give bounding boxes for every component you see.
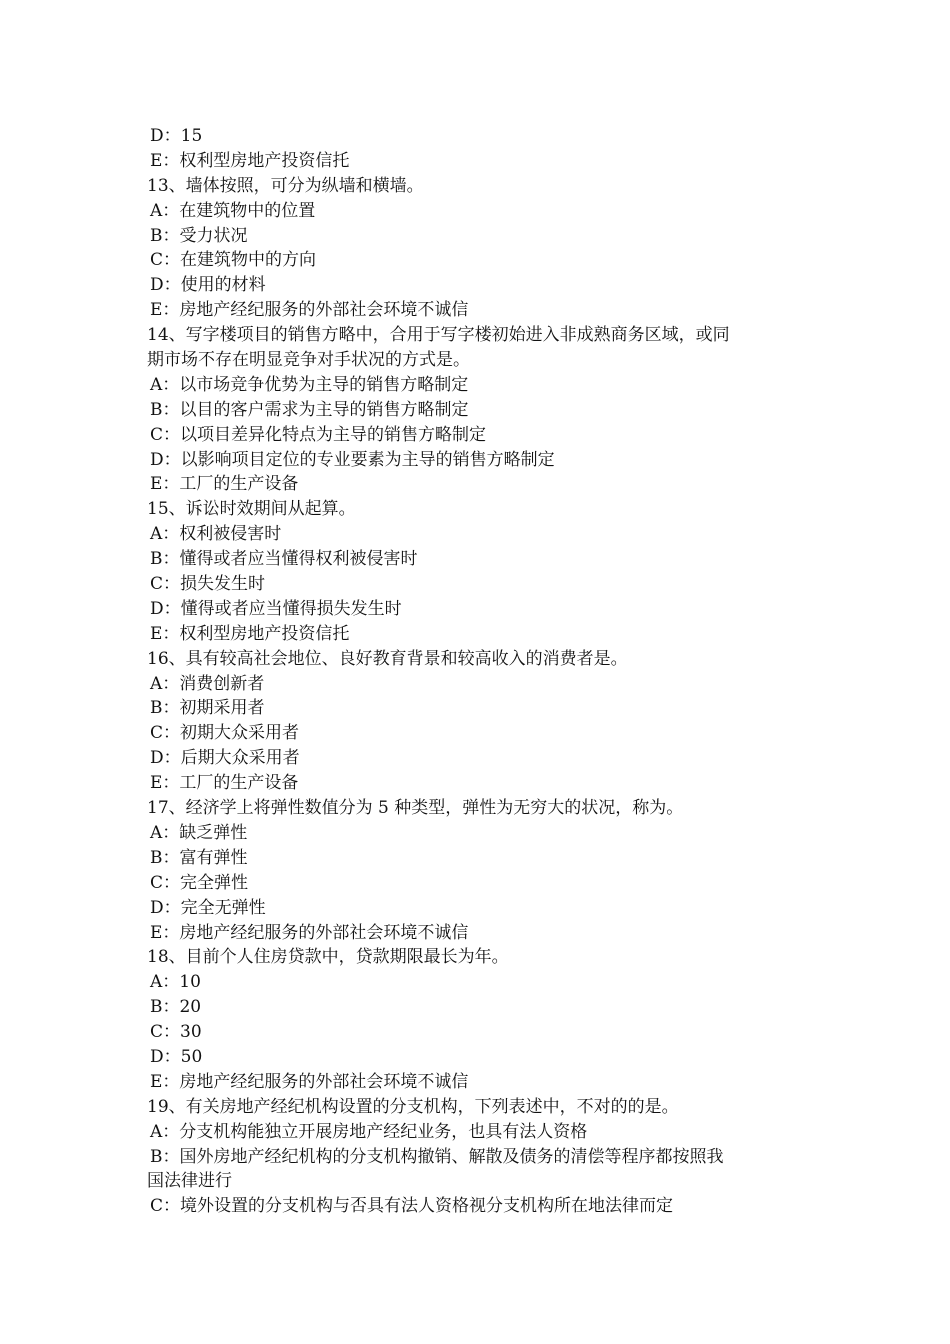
answer-option: B：受力状况 (150, 225, 248, 246)
answer-option: B：以目的客户需求为主导的销售方略制定 (150, 399, 469, 420)
answer-option: C：在建筑物中的方向 (150, 250, 317, 271)
answer-option: E：房地产经纪服务的外部社会环境不诚信 (150, 1071, 469, 1092)
answer-option: B：20 (150, 997, 202, 1018)
answer-option: A：以市场竞争优势为主导的销售方略制定 (150, 374, 469, 395)
answer-option: C：境外设置的分支机构与否具有法人资格视分支机构所在地法律而定 (150, 1196, 674, 1217)
question-text: 17、经济学上将弹性数值分为 5 种类型，弹性为无穷大的状况，称为。 (147, 798, 684, 819)
question-text: 19、有关房地产经纪机构设置的分支机构，下列表述中，不对的的是。 (147, 1096, 679, 1117)
answer-option: C：30 (150, 1022, 202, 1043)
question-text: 16、具有较高社会地位、良好教育背景和较高收入的消费者是。 (147, 648, 628, 669)
answer-option: A：10 (150, 972, 201, 993)
question-text: 14、写字楼项目的销售方略中，合用于写字楼初始进入非成熟商务区域，或同 (147, 325, 730, 346)
answer-option: A：权利被侵害时 (150, 524, 282, 545)
question-text: 15、诉讼时效期间从起算。 (147, 499, 356, 520)
answer-option: C：初期大众采用者 (150, 723, 300, 744)
answer-option: E：工厂的生产设备 (150, 474, 299, 495)
answer-option: A：在建筑物中的位置 (150, 200, 316, 221)
answer-option: D：15 (150, 126, 203, 146)
answer-option: B：国外房地产经纪机构的分支机构撤销、解散及债务的清偿等程序都按照我 (150, 1146, 724, 1167)
question-text: 国法律进行 (147, 1171, 232, 1192)
answer-option: D：后期大众采用者 (150, 748, 300, 769)
answer-option: E：权利型房地产投资信托 (150, 150, 350, 171)
answer-option: D：以影响项目定位的专业要素为主导的销售方略制定 (150, 449, 555, 470)
question-text: 18、目前个人住房贷款中，贷款期限最长为年。 (147, 947, 509, 968)
answer-option: B：初期采用者 (150, 698, 265, 719)
answer-option: D：懂得或者应当懂得损失发生时 (150, 598, 402, 619)
answer-option: B：懂得或者应当懂得权利被侵害时 (150, 549, 418, 570)
answer-option: E：权利型房地产投资信托 (150, 623, 350, 644)
answer-option: C：完全弹性 (150, 872, 249, 893)
answer-option: A：分支机构能独立开展房地产经纪业务，也具有法人资格 (150, 1121, 588, 1142)
answer-option: C：损失发生时 (150, 574, 266, 595)
answer-option: B：富有弹性 (150, 847, 248, 868)
answer-option: A：消费创新者 (150, 673, 265, 694)
answer-option: E：工厂的生产设备 (150, 773, 299, 794)
question-text: 13、墙体按照，可分为纵墙和横墙。 (147, 175, 424, 196)
answer-option: E：房地产经纪服务的外部社会环境不诚信 (150, 922, 469, 943)
answer-option: D：50 (150, 1046, 203, 1067)
answer-option: D：使用的材料 (150, 275, 266, 296)
answer-option: C：以项目差异化特点为主导的销售方略制定 (150, 424, 487, 445)
document-body (147, 124, 817, 1219)
answer-option: E：房地产经纪服务的外部社会环境不诚信 (150, 300, 469, 321)
answer-option: A：缺乏弹性 (150, 822, 248, 843)
answer-option: D：完全无弹性 (150, 897, 266, 918)
question-text: 期市场不存在明显竞争对手状况的方式是。 (147, 350, 470, 371)
